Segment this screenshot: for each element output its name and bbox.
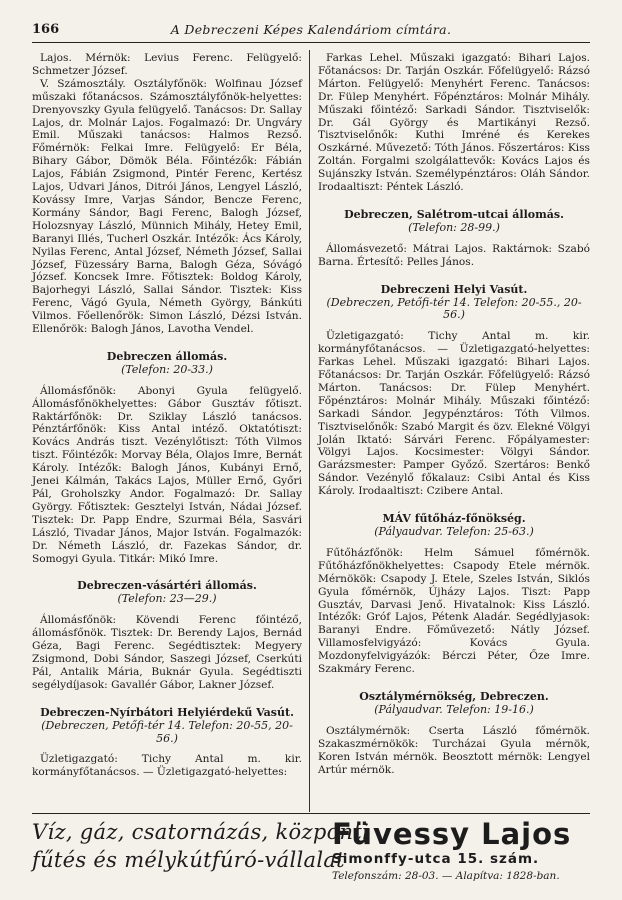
paragraph: Állomásfőnök: Abonyi Gyula felügyelő. Állomásfőnökhelyettes: Gábor Gusztáv főtiszt. Raktárfőnök: Dr. Sziklay László tanácsos. Pénztárfőnök: Kiss Antal intéző. Oktatótiszt: Kovács András tiszt. Vezénylőtiszt: Tóth Vilmos tiszt. Főintézők: Morvay Béla, Olajos Imre, Bernát Károly. Intézők: Balogh János, Kubányi Ernő, Jenei Kálmán, Takács Lajos, Müller Ernő, Győri Pál, Groholszky Andor. Fogalmazó: Dr. Sallay György. Főtisztek: Gesztelyi István, Nádai József. Tisztek: Dr. Papp Endre, Szurmai Béla, Sasvári László, Tivadar János, Major István. Fogalmazók: Dr. Németh László, dr. Fazekas Sándor, dr. Somogyi Gyula. Titkár: Mikó Imre. xyxy=(32,384,302,565)
page-header xyxy=(32,22,590,40)
header-rule xyxy=(32,42,590,43)
ad-street: Simonffy-utca 15. szám. xyxy=(332,851,540,867)
ad-services-line: fűtés és mélykútfúró-vállalat xyxy=(32,848,345,872)
advertisement xyxy=(32,818,590,888)
section-title: Debreczeni Helyi Vasút. xyxy=(380,282,528,296)
right-column xyxy=(318,52,590,776)
page-number: 166 xyxy=(32,22,60,37)
section-title: Osztálymérnökség, Debreczen. xyxy=(359,689,549,703)
paragraph: V. Számosztály. Osztályfőnök: Wolfinau József műszaki főtanácsos. Számosztályfőnök-helyettes: Drenyovszky Gyula felügyelő. Tanácsos: Dr. Sallay Lajos, dr. Molnár Lajos. Fogalmazó: Dr. Ungváry Emil. Műszaki tanácsos: Halmos Rezső. Főmérnök: Felkai Imre. Felügyelő: Er Béla, Bihary Gábor, Dömök Béla. Főintézők: Fábián Lajos, Fábián Zsigmond, Pintér Ferenc, Kertész Lajos, Udvari János, Ditrói János, Lengyel László, Kovássy Imre, Varjas Sándor, Bencze Ferenc, Kormány Sándor, Bagi Ferenc, Balogh József, Holozsnyay László, Münnich Mihály, Hetey Emil, Baranyi Illés, Tucherl Oszkár. Intézők: Ács Károly, Nyilas Ferenc, Antal József, Németh József, Sallai József, Füzessáry Barna, Balogh Géza, Sóvágó József. Koncsek Imre. Főtisztek: Boldog Károly, Bajorhegyi László, Sallai Sándor. Tisztek: Kiss Ferenc, Vágó Gyula, Németh György, Bánkúti Vilmos. Főellenőrök: Simon László, Dézsi István. Ellenőrök: Balogh János, Lavotha Vendel. xyxy=(32,77,302,336)
section-subtitle: (Pályaudvar. Telefon: 25-63.) xyxy=(374,525,534,538)
section-title: Debreczen-Nyírbátori Helyiérdekű Vasút. xyxy=(40,705,294,719)
paragraph: Lajos. Mérnök: Levius Ferenc. Felügyelő: Schmetzer József. xyxy=(32,52,302,77)
paragraph: Fűtőházfőnök: Helm Sámuel főmérnök. Fűtőházfőnökhelyettes: Csapody Etele mérnök. Mérnökök: Csapody J. Etele, Szeles István, Siklós Gyula főmérnök, Újházy Lajos. Tiszt: Papp Gusztáv, Darvasi Jenő. Hivatalnok: Kiss László. Intézők: Gróf Lajos, Pétenk Aladár. Segédlyjasok: Baranyi Endre. Főművezető: Nátly József. Villamosfelvigyázó: Kovács Gyula. Mozdonyfelvigyázók: Bérczi Péter, Őze Imre. Szakmáry Ferenc. xyxy=(318,546,590,676)
section-subtitle: (Debreczen, Petőfi-tér 14. Telefon: 20-55, 20-56.) xyxy=(41,718,293,745)
paragraph: Állomásfőnök: Kövendi Ferenc főintéző, állomásfőnök. Tisztek: Dr. Berendy Lajos, Bernád Géza, Bagi Ferenc. Segédtisztek: Megyery Zsigmond, Dobi Sándor, Saszegi József, Cserkúti Pál, Antalik Mária, Buknár Gyula. Segédtiszti segélydíjasok: Gavallér Gábor, Lakner József. xyxy=(32,614,302,691)
section-subtitle: (Telefon: 20-33.) xyxy=(121,362,213,376)
ad-services-line: Víz, gáz, csatornázás, központi xyxy=(32,820,370,844)
ad-company-name: Füvessy Lajos xyxy=(332,817,572,851)
paragraph: Osztálymérnök: Cserta László főmérnök. Szakaszmérnökök: Turcházai Gyula mérnök, Koren István mérnök. Beosztott mérnök: Lengyel Artúr mérnök. xyxy=(318,724,590,776)
advertisement-rule xyxy=(32,813,590,814)
column-divider xyxy=(309,50,310,812)
section-subtitle: (Pályaudvar. Telefon: 19-16.) xyxy=(374,702,534,716)
paragraph: Üzletigazgató: Tichy Antal m. kir. kormányfőtanácsos. — Üzletigazgató-helyettes: xyxy=(32,753,302,779)
paragraph: Üzletigazgató: Tichy Antal m. kir. kormányfőtanácsos. — Üzletigazgató-helyettes: Farkas Lehel. Műszaki igazgató: Bihari Lajos. Főtanácsos: Dr. Tarján Oszkár. Főfelügyelő: Rázsó Márton. Tanácsos: Dr. Fülep Menyhért. Főpénztáros: Molnár Mihály. Műszaki főintéző: Sarkadi Sándor. Jegypénztáros: Tóth Vilmos. Tisztviselőnők: Szabó Margit és özv. Elekné Völgyi Jolán Iktató: Sárvári Ferenc. Főpályamester: Völgyi Lajos. Kocsimester: Völgyi Sándor. Garázsmester: Pamper Győző. Szertáros: Benkő Sándor. Vezénylő főkalauz: Csibi Antal és Kiss Károly. Irodaaltiszt: Czibere Antal. xyxy=(318,330,590,498)
paragraph: Farkas Lehel. Műszaki igazgató: Bihari Lajos. Főtanácsos: Dr. Tarján Oszkár. Főfelügyelő: Rázsó Márton. Felügyelő: Menyhért Ferenc. Tanácsos: Dr. Fülep Menyhért. Főpénztáros: Molnár Mihály. Műszaki főintéző: Sarkadi Sándor. Tisztviselők: Dr. Gál György és Martikányi Rezső. Tisztviselőnők: Kuthi Imréné és Kerekes Oszkárné. Művezető: Tóth János. Főszertáros: Kiss Zoltán. Forgalmi szolgálattevők: Kovács Lajos és Sujánszky István. Személypénztáros: Oláh Sándor. Irodaaltiszt: Péntek László. xyxy=(318,52,590,194)
ad-company-block xyxy=(332,818,590,882)
left-column xyxy=(32,52,302,779)
section-subtitle: (Telefon: 28-99.) xyxy=(408,220,500,234)
section-subtitle: (Debreczen, Petőfi-tér 14. Telefon: 20-55., 20-56.) xyxy=(326,295,582,322)
section-title: Debreczen, Salétrom-utcai állomás. xyxy=(344,207,564,221)
section-title: MÁV fűtőház-főnökség. xyxy=(382,512,526,526)
section-title: Debreczen állomás. xyxy=(106,349,228,363)
ad-phone: Telefonszám: 28-03. — Alapítva: 1828-ban. xyxy=(332,870,560,882)
paragraph: Állomásvezető: Mátrai Lajos. Raktárnok: Szabó Barna. Értesítő: Pelles János. xyxy=(318,242,590,268)
section-title: Debreczen-vásártéri állomás. xyxy=(77,579,257,593)
running-title: A Debreczeni Képes Kalendáriom címtára. xyxy=(170,22,452,37)
ad-services xyxy=(32,818,370,874)
section-subtitle: (Telefon: 23—29.) xyxy=(117,592,217,606)
